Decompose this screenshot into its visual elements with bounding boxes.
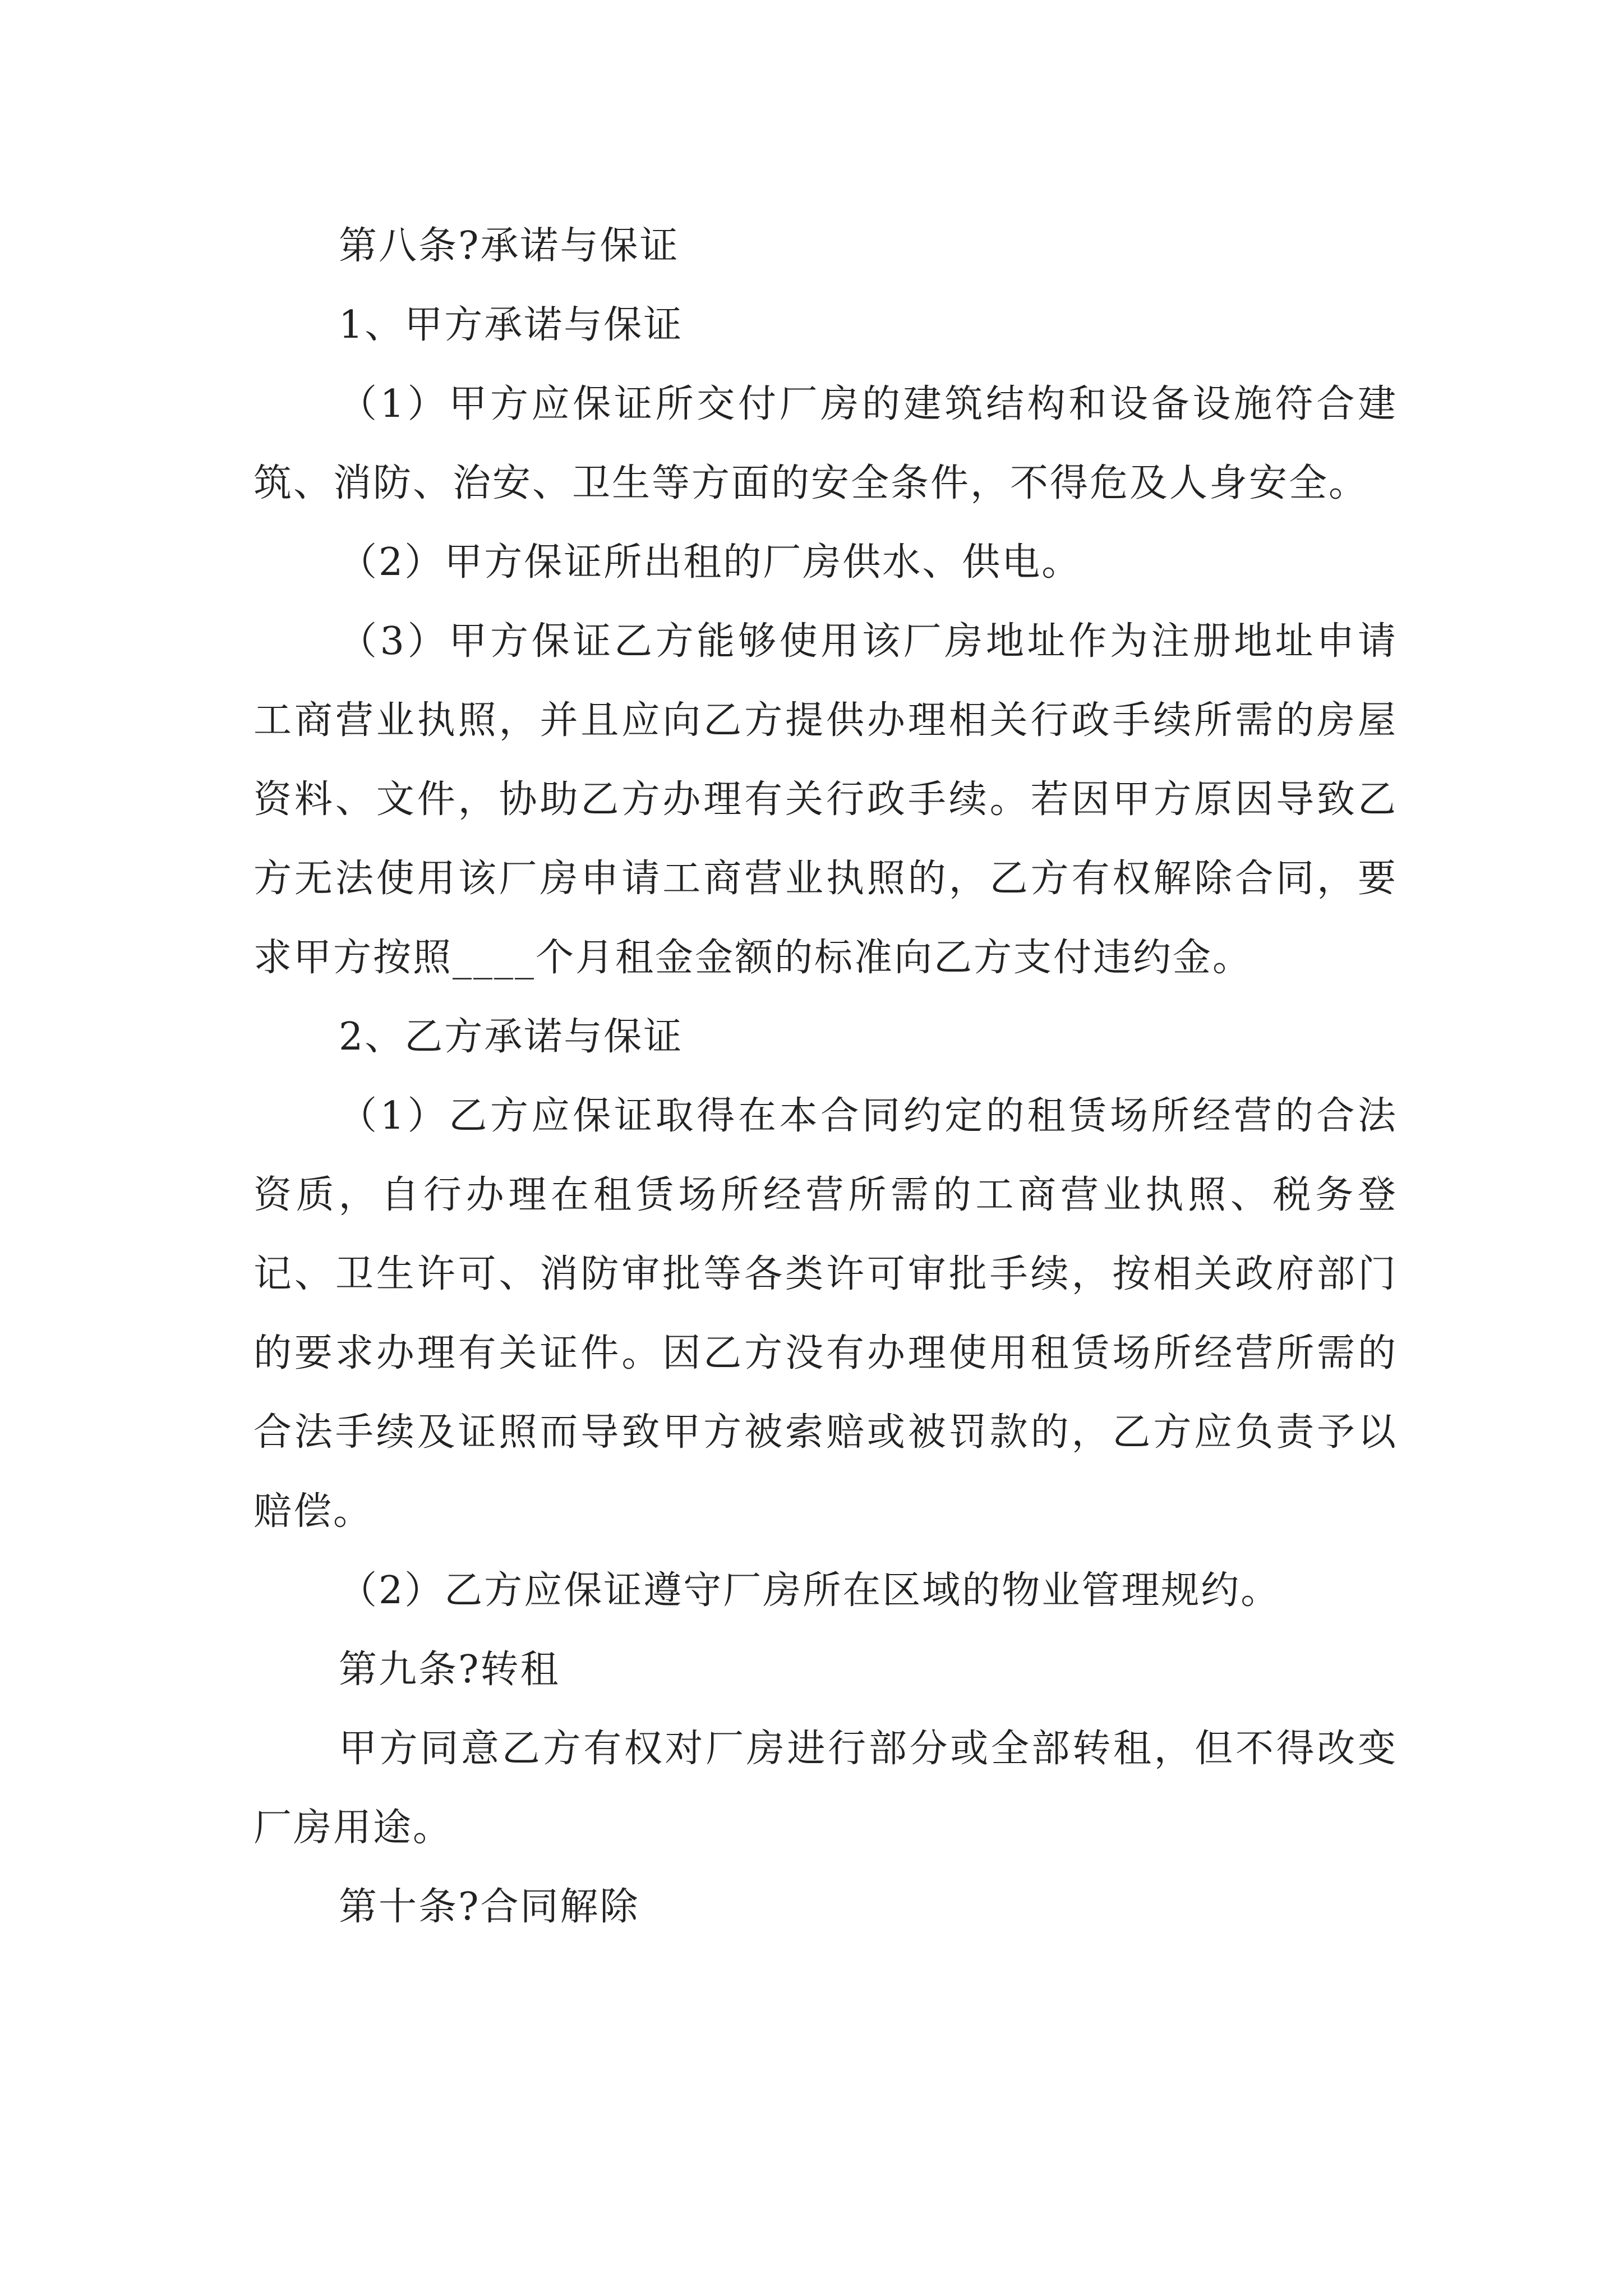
- section-2-item-1: （1）乙方应保证取得在本合同约定的租赁场所经营的合法资质，自行办理在租赁场所经营所需的工商营业执照、税务登记、卫生许可、消防审批等各类许可审批手续，按相关政府部门的要求办理有关证件。因乙方没有办理使用租赁场所经营所需的合法手续及证照而导致甲方被索赔或被罚款的，乙方应负责予以赔偿。: [253, 1094, 1398, 1534]
- article-9-heading: 第九条?转租: [339, 1648, 560, 1692]
- article-8-heading: 第八条?承诺与保证: [339, 224, 680, 268]
- article-10-heading: 第十条?合同解除: [339, 1885, 640, 1929]
- section-2-heading: 2、乙方承诺与保证: [339, 1015, 684, 1059]
- section-1-item-3: （3）甲方保证乙方能够使用该厂房地址作为注册地址申请工商营业执照，并且应向乙方提供办理相关行政手续所需的房屋资料、文件，协助乙方办理有关行政手续。若因甲方原因导致乙方无法使用该厂房申请工商营业执照的，乙方有权解除合同，要求甲方按照____个月租金金额的标准向乙方支付违约金。: [253, 619, 1398, 980]
- section-1-item-2: （2）甲方保证所出租的厂房供水、供电。: [339, 540, 1082, 585]
- document-body: [253, 206, 1398, 1947]
- section-1-heading: 1、甲方承诺与保证: [339, 303, 684, 347]
- article-9-body: 甲方同意乙方有权对厂房进行部分或全部转租，但不得改变厂房用途。: [253, 1727, 1398, 1850]
- section-2-item-2: （2）乙方应保证遵守厂房所在区域的物业管理规约。: [339, 1568, 1281, 1613]
- section-1-item-1: （1）甲方应保证所交付厂房的建筑结构和设备设施符合建筑、消防、治安、卫生等方面的安全条件，不得危及人身安全。: [253, 382, 1398, 505]
